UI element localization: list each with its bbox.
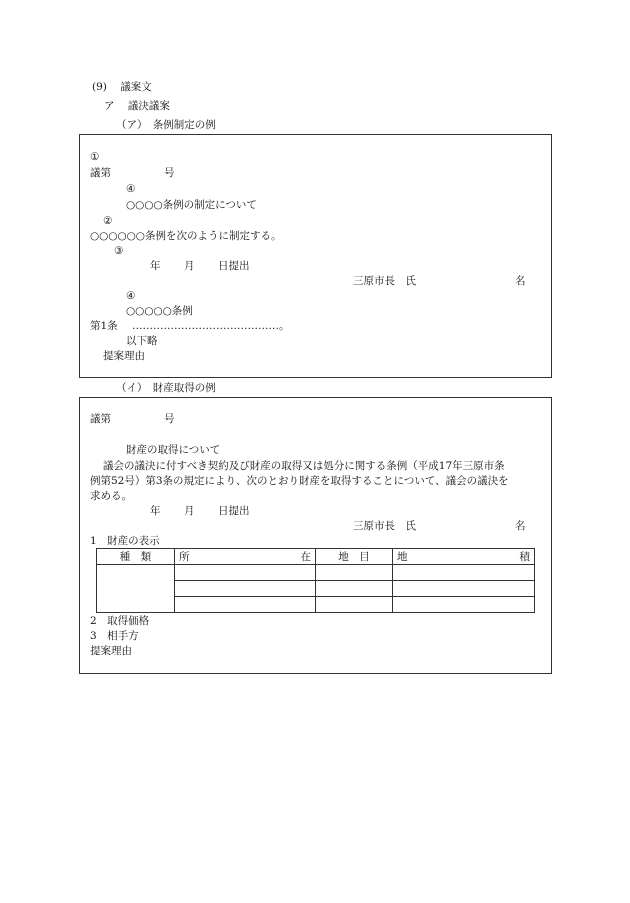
header-area-a: 地 <box>397 550 408 563</box>
ordinance-name: ○○○○○条例 <box>126 305 193 317</box>
section-title: 議案文 <box>120 81 152 93</box>
header-kind: 種 類 <box>97 549 175 565</box>
bill-title: 財産の取得について <box>126 444 221 456</box>
marker-4b: ④ <box>126 290 136 302</box>
property-table <box>96 548 535 613</box>
date-month: 月 <box>184 505 195 517</box>
example2-caption: （イ） 財産取得の例 <box>116 382 216 394</box>
table-cell <box>316 565 393 581</box>
subsection-title: 議決議案 <box>127 100 170 112</box>
table-cell <box>175 597 316 613</box>
example1-caption: （ア） 条例制定の例 <box>116 119 216 131</box>
marker-1: ① <box>90 151 100 163</box>
bill-number-suffix: 号 <box>164 167 175 179</box>
bill-title: ○○○○条例の制定について <box>126 199 257 211</box>
bill-number-label: 議第 <box>90 167 111 179</box>
header-location-a: 所 <box>179 550 190 563</box>
table-row <box>97 565 535 581</box>
table-cell <box>97 565 175 613</box>
header-location <box>175 549 316 565</box>
mayor-name-suffix: 名 <box>515 520 526 532</box>
header-location-b: 在 <box>300 550 311 563</box>
mayor-label: 三原市長 氏 <box>353 275 416 287</box>
marker-3: ③ <box>114 245 124 257</box>
date-year: 年 <box>150 260 161 272</box>
proposal-reason: 提案理由 <box>90 645 132 657</box>
mayor-label: 三原市長 氏 <box>353 520 416 532</box>
header-area-b: 積 <box>519 550 530 563</box>
table-cell <box>316 597 393 613</box>
header-land-category: 地 目 <box>316 549 393 565</box>
bill-paragraph-line2: 例第52号）第3条の規定により、次のとおり財産を取得することについて、議会の議決を <box>90 475 509 487</box>
date-day-submitted: 日提出 <box>218 260 250 272</box>
date-year: 年 <box>150 505 161 517</box>
header-area <box>393 549 535 565</box>
bill-number-suffix: 号 <box>164 413 175 425</box>
subsection-label: ア <box>104 100 115 112</box>
table-cell <box>175 581 316 597</box>
omitted-note: 以下略 <box>126 335 158 347</box>
item-counterparty: 3 相手方 <box>90 630 139 642</box>
bill-number-label: 議第 <box>90 413 111 425</box>
table-cell <box>393 565 535 581</box>
bill-body: ○○○○○○条例を次のように制定する。 <box>90 230 282 242</box>
date-day-submitted: 日提出 <box>218 505 250 517</box>
table-cell <box>393 581 535 597</box>
article-text: ……………………………………。 <box>132 320 290 332</box>
bill-paragraph-line1: 議会の議決に付すべき契約及び財産の取得又は処分に関する条例（平成17年三原市条 <box>103 460 505 472</box>
article-label: 第1条 <box>90 320 118 332</box>
mayor-name-suffix: 名 <box>515 275 526 287</box>
table-cell <box>175 565 316 581</box>
subsection-heading <box>104 99 170 113</box>
table-cell <box>393 597 535 613</box>
section-number: (9) <box>92 81 107 93</box>
date-month: 月 <box>184 260 195 272</box>
item-acquisition-price: 2 取得価格 <box>90 615 150 627</box>
proposal-reason: 提案理由 <box>103 350 145 362</box>
table-header-row <box>97 549 535 565</box>
item-property-display: 1 財産の表示 <box>90 535 160 547</box>
bill-paragraph-line3: 求める。 <box>90 490 132 502</box>
table-cell <box>316 581 393 597</box>
marker-2: ② <box>103 215 113 227</box>
section-heading <box>92 80 152 94</box>
marker-4a: ④ <box>126 183 136 195</box>
